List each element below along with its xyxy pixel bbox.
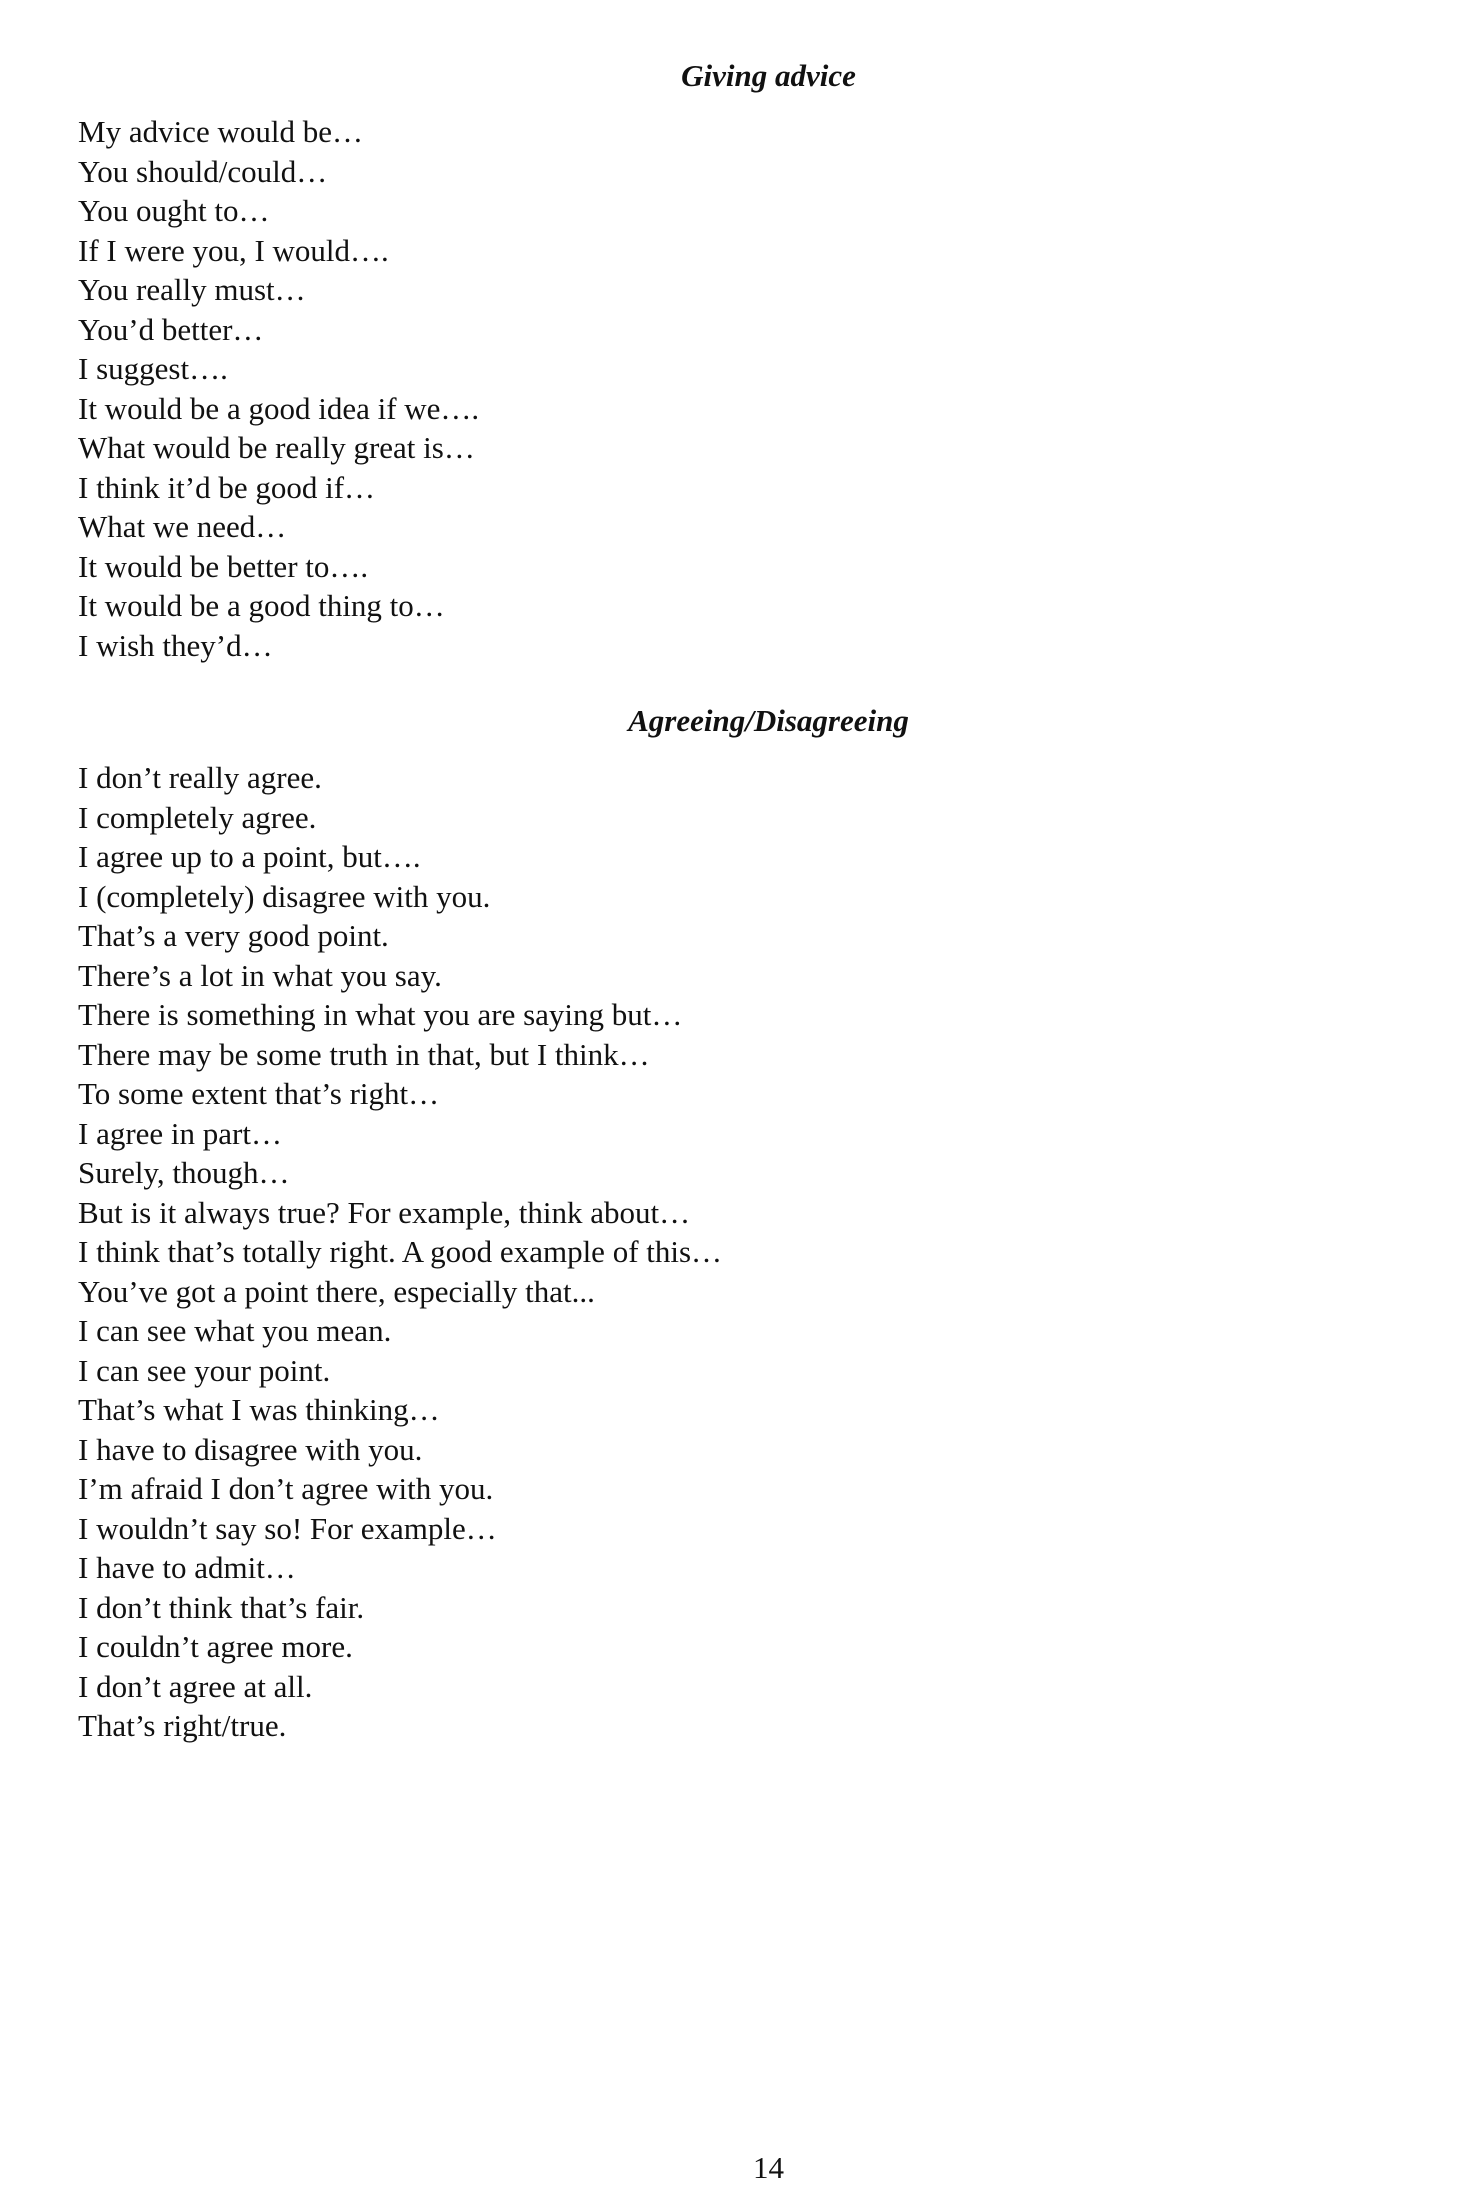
list-item: To some extent that’s right… xyxy=(78,1076,440,1111)
list-item: What would be really great is… xyxy=(78,430,475,465)
list-item: It would be better to…. xyxy=(78,548,369,584)
list-item: I (completely) disagree with you. xyxy=(78,878,491,914)
section-title-agreeing-disagreeing: Agreeing/Disagreeing xyxy=(628,703,909,738)
list-item: I don’t really agree. xyxy=(78,760,322,795)
list-item: My advice would be… xyxy=(78,114,363,149)
list-item: I can see what you mean. xyxy=(78,1313,392,1348)
list-item: You ought to… xyxy=(78,193,270,228)
list-item: There may be some truth in that, but I think… xyxy=(78,1036,650,1072)
list-item: But is it always true? For example, think about… xyxy=(78,1194,691,1230)
list-item: I’m afraid I don’t agree with you. xyxy=(78,1471,494,1506)
list-item: It would be a good thing to… xyxy=(78,588,445,623)
list-item: You’d better… xyxy=(78,311,264,347)
list-item: I think it’d be good if… xyxy=(78,469,376,505)
section-title-giving-advice: Giving advice xyxy=(681,58,856,93)
list-item: I don’t agree at all. xyxy=(78,1668,313,1704)
list-item: I wish they’d… xyxy=(78,627,273,663)
list-item: You really must… xyxy=(78,272,306,307)
list-item: I completely agree. xyxy=(78,799,317,835)
list-item: It would be a good idea if we…. xyxy=(78,390,480,426)
list-item: I wouldn’t say so! For example… xyxy=(78,1510,497,1546)
list-item: I suggest…. xyxy=(78,351,228,386)
list-item: I have to disagree with you. xyxy=(78,1431,423,1467)
list-item: If I were you, I would…. xyxy=(78,232,389,268)
phrase-list-giving-advice xyxy=(78,112,479,665)
list-item: I agree in part… xyxy=(78,1115,282,1151)
list-item: That’s a very good point. xyxy=(78,918,389,953)
list-item: What we need… xyxy=(78,509,287,544)
list-item: I don’t think that’s fair. xyxy=(78,1589,365,1625)
list-item: You should/could… xyxy=(78,153,328,189)
list-item: I couldn’t agree more. xyxy=(78,1629,353,1664)
list-item: I think that’s totally right. A good example of this… xyxy=(78,1234,723,1269)
list-item: There’s a lot in what you say. xyxy=(78,957,442,993)
page-number: 14 xyxy=(753,2150,784,2185)
list-item: That’s what I was thinking… xyxy=(78,1392,440,1427)
list-item: I have to admit… xyxy=(78,1550,296,1585)
phrase-list-agreeing-disagreeing xyxy=(78,758,722,1746)
list-item: That’s right/true. xyxy=(78,1708,287,1743)
list-item: I agree up to a point, but…. xyxy=(78,839,421,874)
list-item: You’ve got a point there, especially that... xyxy=(78,1273,595,1309)
list-item: I can see your point. xyxy=(78,1352,331,1388)
list-item: There is something in what you are saying but… xyxy=(78,997,683,1032)
list-item: Surely, though… xyxy=(78,1155,290,1190)
